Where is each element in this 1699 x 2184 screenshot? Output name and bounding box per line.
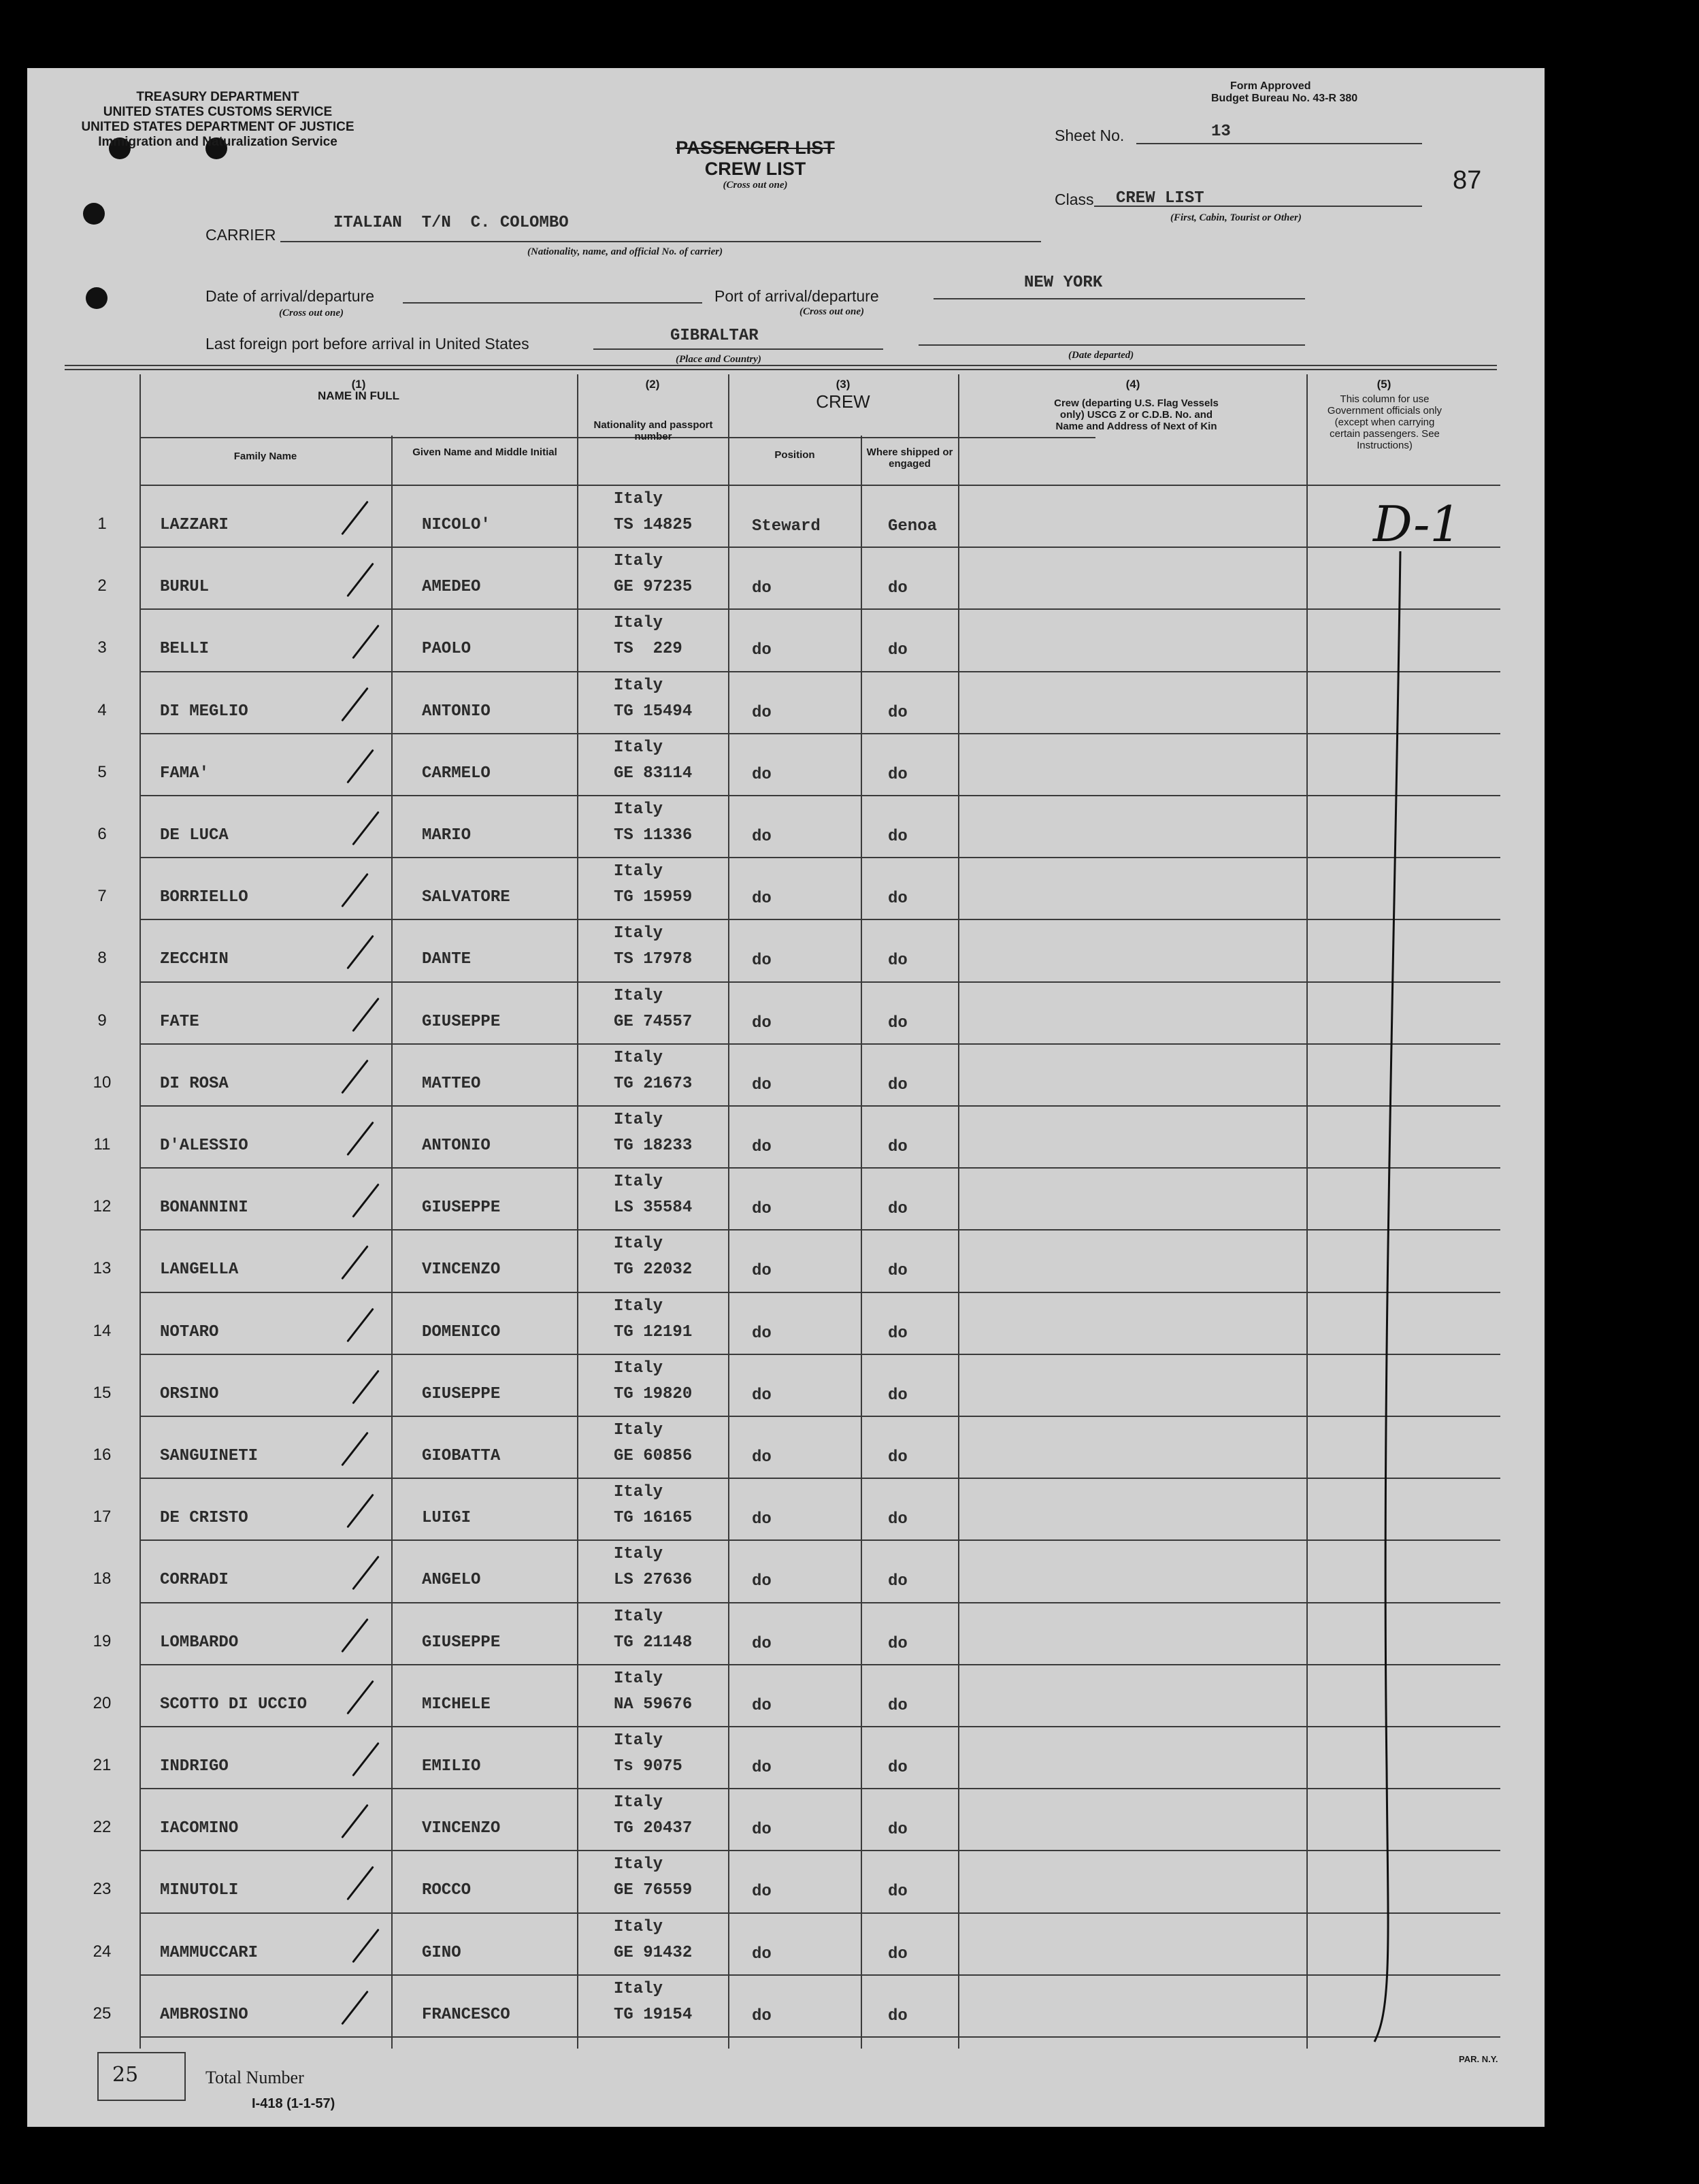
form-id: I-418 (1-1-57): [252, 2096, 335, 2111]
given-name-cell: PAOLO: [422, 640, 472, 659]
nationality-cell: Italy: [614, 986, 663, 1005]
given-name-cell: DANTE: [422, 950, 472, 969]
position-cell: do: [752, 1448, 772, 1467]
date-departed-line: [919, 344, 1305, 346]
carrier-label: CARRIER: [205, 226, 276, 244]
date-label: Date of arrival/departure: [205, 287, 375, 305]
row-number: 8: [97, 949, 107, 968]
check-mark: [352, 1928, 380, 1963]
class-hint: (First, Cabin, Tourist or Other): [1170, 212, 1302, 223]
nationality-cell: Italy: [614, 1421, 663, 1439]
col-border: [958, 374, 959, 2049]
cross-out-hint: (Cross out one): [723, 180, 788, 191]
row-number: 1: [97, 515, 107, 533]
check-mark: [346, 563, 374, 598]
where-engaged-cell: do: [888, 2006, 908, 2025]
passport-cell: TS 14825: [614, 516, 693, 534]
position-cell: do: [752, 1944, 772, 1963]
last-port-value: GIBRALTAR: [670, 327, 759, 345]
table-row-rule: [139, 795, 1500, 796]
date-hint: (Cross out one): [279, 308, 344, 319]
position-cell: do: [752, 1262, 772, 1281]
given-name-cell: SALVATORE: [422, 888, 510, 907]
where-engaged-cell: do: [888, 703, 908, 722]
table-row-rule: [139, 1912, 1500, 1914]
class-label: Class: [1055, 191, 1094, 208]
given-name-cell: LUIGI: [422, 1509, 472, 1528]
document-sheet: [27, 68, 1545, 2127]
table-head-rule: [139, 485, 1500, 486]
row-number: 18: [93, 1569, 112, 1588]
table-row-rule: [139, 857, 1500, 858]
nationality-cell: Italy: [614, 1607, 663, 1626]
table-row-rule: [139, 1788, 1500, 1789]
given-name-cell: GIUSEPPE: [422, 1633, 501, 1652]
passport-cell: TG 21673: [614, 1074, 693, 1093]
where-engaged-cell: do: [888, 890, 908, 909]
place-hint: (Place and Country): [676, 354, 761, 365]
table-row-rule: [139, 1292, 1500, 1293]
where-engaged-cell: do: [888, 1262, 908, 1281]
where-engaged-cell: do: [888, 1013, 908, 1032]
given-name-cell: EMILIO: [422, 1757, 481, 1776]
table-row-rule: [139, 608, 1500, 610]
nationality-cell: Italy: [614, 800, 663, 819]
row-number: 23: [93, 1880, 112, 1899]
nationality-cell: Italy: [614, 490, 663, 508]
table-row-rule: [139, 1354, 1500, 1355]
given-name-cell: CARMELO: [422, 764, 491, 783]
date-line: [403, 302, 702, 304]
punch-hole: [83, 203, 105, 225]
position-cell: do: [752, 1696, 772, 1715]
col-border: [728, 374, 729, 2049]
passport-cell: GE 60856: [614, 1447, 693, 1465]
table-row-rule: [139, 1850, 1500, 1851]
check-mark: [352, 1742, 380, 1777]
check-mark: [341, 1804, 369, 1839]
check-mark: [346, 1866, 374, 1901]
family-name-cell: LAZZARI: [160, 516, 229, 534]
family-name-cell: FATE: [160, 1012, 199, 1031]
total-number-box: [97, 2052, 186, 2101]
position-cell: do: [752, 1386, 772, 1405]
given-name-cell: GIOBATTA: [422, 1447, 501, 1465]
check-mark: [352, 625, 380, 659]
passenger-list-struck: PASSENGER LIST: [676, 137, 835, 158]
row-number: 22: [93, 1818, 112, 1837]
family-name-cell: DI MEGLIO: [160, 702, 248, 721]
form-approved-text: Form Approved: [1230, 80, 1311, 92]
row-number: 25: [93, 2004, 112, 2023]
where-engaged-cell: do: [888, 579, 908, 598]
row-number: 7: [97, 887, 107, 906]
passport-cell: LS 27636: [614, 1571, 693, 1590]
check-mark: [346, 749, 374, 783]
col1-header: [141, 378, 576, 402]
where-engaged-cell: do: [888, 1200, 908, 1219]
passport-cell: GE 74557: [614, 1012, 693, 1031]
col5-number: (5): [1376, 378, 1391, 391]
where-engaged-cell: do: [888, 1324, 908, 1343]
given-name-cell: GIUSEPPE: [422, 1012, 501, 1031]
passport-cell: TG 21148: [614, 1633, 693, 1652]
carrier-value: ITALIAN T/N C. COLOMBO: [333, 214, 569, 232]
position-cell: do: [752, 1013, 772, 1032]
table-row-rule: [139, 1664, 1500, 1665]
where-engaged-cell: do: [888, 1448, 908, 1467]
table-row-rule: [139, 547, 1500, 548]
col-border: [1306, 374, 1308, 2049]
row-number: 2: [97, 576, 107, 596]
where-engaged-cell: do: [888, 1138, 908, 1156]
given-name-cell: GIUSEPPE: [422, 1384, 501, 1403]
position-cell: do: [752, 703, 772, 722]
where-engaged-cell: do: [888, 1572, 908, 1591]
given-name-cell: DOMENICO: [422, 1322, 501, 1341]
nationality-cell: Italy: [614, 1235, 663, 1254]
table-row-rule: [139, 1105, 1500, 1107]
table-row-rule: [139, 1229, 1500, 1230]
header-rule: [65, 365, 1497, 366]
passport-cell: LS 35584: [614, 1199, 693, 1218]
where-engaged-cell: do: [888, 828, 908, 846]
family-name-cell: CORRADI: [160, 1571, 229, 1590]
family-name-cell: BONANNINI: [160, 1199, 248, 1218]
family-name-cell: DE LUCA: [160, 826, 229, 845]
col-border: [391, 436, 393, 2049]
row-number: 11: [93, 1135, 111, 1154]
family-name-cell: IACOMINO: [160, 1819, 239, 1838]
given-name-cell: MATTEO: [422, 1074, 481, 1093]
row-number: 21: [93, 1756, 112, 1774]
passport-cell: NA 59676: [614, 1695, 693, 1714]
check-mark: [341, 1618, 369, 1652]
position-cell: do: [752, 2006, 772, 2025]
position-cell: do: [752, 1634, 772, 1653]
position-cell: do: [752, 1572, 772, 1591]
list-title: [640, 137, 871, 191]
nationality-cell: Italy: [614, 1545, 663, 1564]
given-name-cell: MARIO: [422, 826, 472, 845]
check-mark: [341, 1245, 369, 1280]
row-number: 13: [93, 1259, 112, 1278]
nationality-cell: Italy: [614, 1111, 663, 1129]
check-mark: [341, 687, 369, 721]
position-cell: do: [752, 579, 772, 598]
family-name-cell: DI ROSA: [160, 1074, 229, 1093]
where-engaged-cell: do: [888, 1759, 908, 1777]
family-name-cell: MAMMUCCARI: [160, 1943, 259, 1962]
port-hint: (Cross out one): [799, 306, 865, 317]
row-number: 10: [93, 1073, 112, 1092]
family-name-cell: SCOTTO DI UCCIO: [160, 1695, 308, 1714]
family-name-cell: LANGELLA: [160, 1260, 239, 1280]
passport-cell: GE 97235: [614, 578, 693, 597]
table-row-rule: [139, 1043, 1500, 1045]
family-name-cell: SANGUINETI: [160, 1447, 259, 1465]
check-mark: [341, 873, 369, 908]
dept-line: TREASURY DEPARTMENT: [136, 90, 299, 104]
where-engaged-cell: do: [888, 765, 908, 784]
table-row-rule: [139, 1167, 1500, 1169]
where-engaged-cell: do: [888, 1883, 908, 1902]
nationality-cell: Italy: [614, 1048, 663, 1067]
check-mark: [352, 811, 380, 846]
passport-cell: TG 15494: [614, 702, 693, 721]
table-row-rule: [139, 1478, 1500, 1479]
where-engaged-cell: do: [888, 1634, 908, 1653]
port-value: NEW YORK: [1024, 274, 1103, 292]
last-port-line: [593, 348, 883, 350]
passport-cell: TG 18233: [614, 1137, 693, 1155]
family-name-cell: BELLI: [160, 640, 210, 659]
row-number: 15: [93, 1383, 112, 1402]
col-border: [861, 436, 862, 2049]
row-number: 3: [97, 638, 107, 657]
given-name-cell: ANTONIO: [422, 1137, 491, 1155]
position-cell: do: [752, 765, 772, 784]
total-number-value: 25: [112, 2063, 139, 2087]
check-mark: [346, 1307, 374, 1342]
where-engaged-cell: do: [888, 1944, 908, 1963]
where-engaged-cell: Genoa: [888, 517, 938, 536]
passport-cell: TG 19154: [614, 2005, 693, 2024]
class-value: CREW LIST: [1116, 189, 1204, 208]
row-number: 19: [93, 1631, 112, 1650]
nationality-cell: Italy: [614, 1297, 663, 1316]
where-engaged-cell: do: [888, 1386, 908, 1405]
family-name-cell: D'ALESSIO: [160, 1137, 248, 1155]
check-mark: [341, 1432, 369, 1467]
given-name-header: Given Name and Middle Initial: [412, 446, 557, 458]
sheet-no-value: 13: [1211, 123, 1231, 141]
nationality-cell: Italy: [614, 614, 663, 633]
port-line: [934, 298, 1305, 299]
total-number-label: Total Number: [205, 2068, 304, 2087]
family-name-cell: AMBROSINO: [160, 2005, 248, 2024]
where-engaged-cell: do: [888, 641, 908, 660]
family-name-cell: MINUTOLI: [160, 1881, 239, 1900]
printer-mark: PAR. N.Y.: [1459, 2054, 1498, 2064]
position-header: Position: [774, 449, 815, 461]
check-mark: [352, 1369, 380, 1404]
position-cell: do: [752, 1883, 772, 1902]
position-cell: do: [752, 890, 772, 909]
where-engaged-cell: do: [888, 1510, 908, 1529]
where-engaged-header: Where shipped or engaged: [866, 446, 953, 470]
carrier-line: [280, 241, 1041, 242]
row-number: 17: [93, 1507, 112, 1527]
family-name-header: Family Name: [233, 451, 297, 462]
annotation-bracket-line: [1368, 544, 1415, 2055]
nationality-cell: Italy: [614, 1979, 663, 1998]
crew-list-title: CREW LIST: [704, 159, 806, 179]
position-cell: Steward: [752, 517, 821, 536]
family-name-cell: DE CRISTO: [160, 1509, 248, 1528]
row-number: 14: [93, 1321, 112, 1340]
row-number: 9: [97, 1011, 107, 1030]
where-engaged-cell: do: [888, 1821, 908, 1840]
table-row-rule: [139, 671, 1500, 672]
passport-cell: TG 15959: [614, 888, 693, 907]
carrier-hint: (Nationality, name, and official No. of carrier): [527, 246, 723, 257]
date-departed-hint: (Date departed): [1068, 350, 1134, 361]
family-name-cell: BORRIELLO: [160, 888, 248, 907]
nationality-cell: Italy: [614, 676, 663, 695]
position-cell: do: [752, 641, 772, 660]
row-number: 24: [93, 1942, 112, 1961]
row-number: 5: [97, 762, 107, 781]
given-name-cell: AMEDEO: [422, 578, 481, 597]
row-number: 12: [93, 1197, 112, 1216]
department-header: [75, 90, 361, 150]
passport-cell: GE 91432: [614, 1943, 693, 1962]
family-name-cell: BURUL: [160, 578, 210, 597]
row-number: 16: [93, 1446, 112, 1464]
position-cell: do: [752, 951, 772, 971]
position-cell: do: [752, 1200, 772, 1219]
where-engaged-cell: do: [888, 951, 908, 971]
passport-cell: TS 11336: [614, 826, 693, 845]
passport-cell: Ts 9075: [614, 1757, 682, 1776]
budget-bureau-text: Budget Bureau No. 43-R 380: [1211, 93, 1358, 104]
form-approval: [1211, 80, 1415, 105]
row-number: 20: [93, 1693, 112, 1712]
table-row-rule: [139, 733, 1500, 734]
table-row-rule: [139, 981, 1500, 983]
check-mark: [352, 997, 380, 1032]
passport-cell: TG 22032: [614, 1260, 693, 1280]
position-cell: do: [752, 1324, 772, 1343]
given-name-cell: ROCCO: [422, 1881, 472, 1900]
position-cell: do: [752, 1138, 772, 1156]
table-row-rule: [139, 1602, 1500, 1603]
col-border: [577, 374, 578, 2049]
given-name-cell: ANGELO: [422, 1571, 481, 1590]
nationality-cell: Italy: [614, 1855, 663, 1874]
passport-cell: TS 229: [614, 640, 682, 659]
next-of-kin-header: Crew (departing U.S. Flag Vessels only) USCG Z or C.D.B. No. and Name and Address of Next of Kin: [1054, 397, 1219, 432]
nationality-cell: Italy: [614, 552, 663, 571]
passport-cell: TG 16165: [614, 1509, 693, 1528]
govt-use-header: This column for use Government officials only (except when carrying certain passengers. See Instructions): [1327, 393, 1442, 451]
passport-cell: TS 17978: [614, 950, 693, 969]
position-cell: do: [752, 1510, 772, 1529]
passport-cell: GE 83114: [614, 764, 693, 783]
punch-hole: [86, 287, 108, 309]
family-name-cell: INDRIGO: [160, 1757, 229, 1776]
position-cell: do: [752, 1075, 772, 1094]
given-name-cell: GINO: [422, 1943, 461, 1962]
given-name-cell: FRANCESCO: [422, 2005, 510, 2024]
sheet-no-label: Sheet No.: [1055, 127, 1125, 144]
col-border: [139, 374, 141, 2049]
nationality-cell: Italy: [614, 738, 663, 757]
sheet-no-line: [1136, 143, 1422, 144]
check-mark: [341, 1059, 369, 1094]
family-name-cell: NOTARO: [160, 1322, 219, 1341]
given-name-cell: VINCENZO: [422, 1819, 501, 1838]
page-number: 87: [1453, 166, 1482, 195]
dept-line: Immigration and Naturalization Service: [98, 135, 337, 149]
family-name-cell: FAMA': [160, 764, 210, 783]
given-name-cell: GIUSEPPE: [422, 1199, 501, 1218]
dept-line: UNITED STATES DEPARTMENT OF JUSTICE: [81, 120, 354, 134]
nationality-cell: Italy: [614, 1173, 663, 1192]
official-annotation: D-1: [1373, 495, 1462, 553]
col2-number: (2): [645, 378, 660, 391]
table-row-rule: [139, 1726, 1500, 1727]
nationality-cell: Italy: [614, 1731, 663, 1750]
check-mark: [341, 501, 369, 536]
check-mark: [346, 1494, 374, 1529]
position-cell: do: [752, 1821, 772, 1840]
nationality-cell: Italy: [614, 1483, 663, 1502]
last-port-label: Last foreign port before arrival in United States: [205, 335, 529, 353]
family-name-cell: LOMBARDO: [160, 1633, 239, 1652]
check-mark: [352, 1184, 380, 1218]
check-mark: [346, 935, 374, 970]
given-name-cell: ANTONIO: [422, 702, 491, 721]
check-mark: [346, 1680, 374, 1714]
nationality-cell: Italy: [614, 1669, 663, 1688]
given-name-cell: MICHELE: [422, 1695, 491, 1714]
check-mark: [341, 1990, 369, 2025]
family-name-cell: ZECCHIN: [160, 950, 229, 969]
given-name-cell: NICOLO': [422, 516, 491, 534]
col4-number: (4): [1125, 378, 1140, 391]
given-name-cell: VINCENZO: [422, 1260, 501, 1280]
table-row-rule: [139, 2036, 1500, 2038]
nationality-header: Nationality and passport number: [593, 419, 713, 442]
col3-number: (3): [836, 378, 851, 391]
nationality-cell: Italy: [614, 1917, 663, 1936]
passport-cell: TG 12191: [614, 1322, 693, 1341]
nationality-cell: Italy: [614, 1793, 663, 1812]
check-mark: [352, 1556, 380, 1591]
where-engaged-cell: do: [888, 1696, 908, 1715]
table-row-rule: [139, 919, 1500, 920]
passport-cell: TG 19820: [614, 1384, 693, 1403]
col-title: NAME IN FULL: [318, 389, 399, 402]
dept-line: UNITED STATES CUSTOMS SERVICE: [103, 105, 333, 119]
header-rule: [65, 369, 1497, 370]
nationality-cell: Italy: [614, 1358, 663, 1378]
passport-cell: GE 76559: [614, 1881, 693, 1900]
where-engaged-cell: do: [888, 1075, 908, 1094]
table-row-rule: [139, 1539, 1500, 1541]
check-mark: [346, 1122, 374, 1156]
position-cell: do: [752, 1759, 772, 1777]
col-number: (1): [351, 378, 366, 391]
table-row-rule: [139, 1416, 1500, 1417]
passport-cell: TG 20437: [614, 1819, 693, 1838]
position-cell: do: [752, 828, 772, 846]
family-name-cell: ORSINO: [160, 1384, 219, 1403]
nationality-cell: Italy: [614, 924, 663, 943]
table-row-rule: [139, 1974, 1500, 1976]
row-number: 6: [97, 825, 107, 843]
nationality-cell: Italy: [614, 862, 663, 881]
row-number: 4: [97, 700, 107, 719]
port-label: Port of arrival/departure: [714, 287, 879, 305]
crew-header: CREW: [816, 391, 870, 412]
